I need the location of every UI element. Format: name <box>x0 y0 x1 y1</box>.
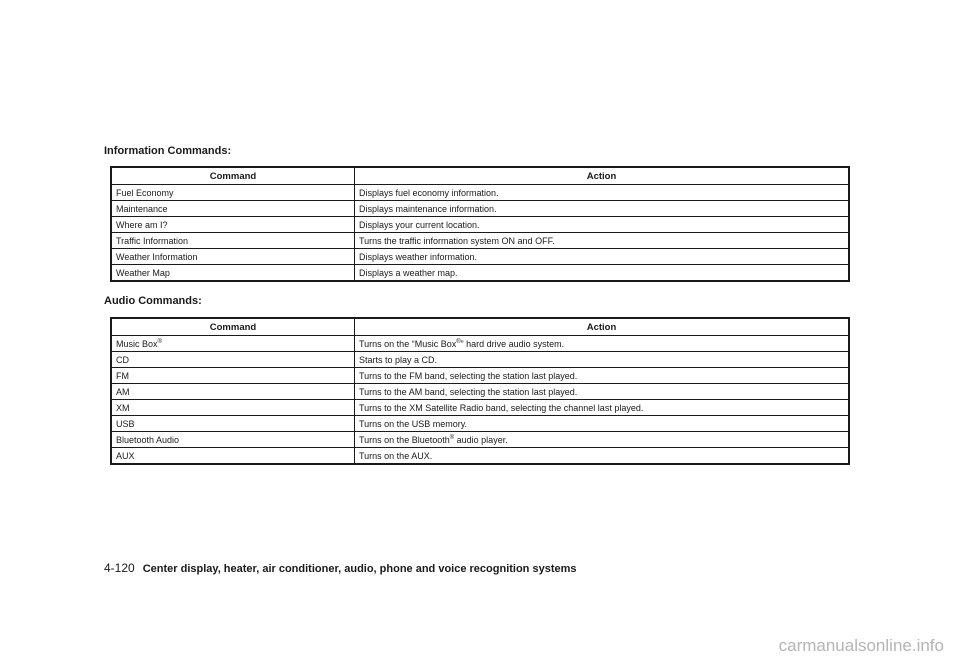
command-cell: FM <box>111 368 355 384</box>
audio-commands-title: Audio Commands: <box>104 295 202 307</box>
command-cell: AUX <box>111 448 355 465</box>
table-row <box>111 384 849 400</box>
table-row <box>111 368 849 384</box>
command-cell: USB <box>111 416 355 432</box>
action-cell: Displays fuel economy information. <box>355 185 850 201</box>
action-cell: Turns on the USB memory. <box>355 416 850 432</box>
action-text-tail: ” hard drive audio system. <box>460 338 565 349</box>
chapter-title: Center display, heater, air conditioner, audio, phone and voice recognition systems <box>142 563 577 575</box>
page-number: 4-120 <box>104 561 135 575</box>
action-cell: Displays weather information. <box>355 249 850 265</box>
command-cell: Fuel Economy <box>111 185 355 201</box>
table-row <box>111 249 849 265</box>
action-column-header: Action <box>355 318 850 336</box>
command-cell: AM <box>111 384 355 400</box>
table-row <box>111 352 849 368</box>
table-row <box>111 265 849 282</box>
table-row <box>111 336 849 352</box>
action-text: Turns on the Bluetooth <box>359 434 450 445</box>
command-column-header: Command <box>111 318 355 336</box>
information-commands-table <box>110 166 850 282</box>
action-cell <box>355 432 850 448</box>
command-cell: Weather Map <box>111 265 355 282</box>
action-cell: Displays your current location. <box>355 217 850 233</box>
registered-mark: ® <box>449 434 455 441</box>
table-row <box>111 400 849 416</box>
command-cell: Traffic Information <box>111 233 355 249</box>
action-text: Turns on the “Music Box <box>359 338 457 349</box>
information-commands-title: Information Commands: <box>104 145 232 157</box>
command-cell: Weather Information <box>111 249 355 265</box>
table-row <box>111 432 849 448</box>
table-header-row <box>111 318 849 336</box>
action-cell: Turns to the XM Satellite Radio band, selecting the channel last played. <box>355 400 850 416</box>
action-cell: Turns to the AM band, selecting the station last played. <box>355 384 850 400</box>
command-cell: Where am I? <box>111 217 355 233</box>
registered-mark: ® <box>157 338 162 345</box>
table-row <box>111 448 849 465</box>
registered-mark: ® <box>456 338 461 345</box>
action-cell: Turns on the AUX. <box>359 450 433 461</box>
action-cell: Turns the traffic information system ON and OFF. <box>355 233 850 249</box>
table-row <box>111 416 849 432</box>
command-column-header: Command <box>111 167 355 185</box>
action-cell: Displays maintenance information. <box>355 201 850 217</box>
action-cell <box>355 336 850 352</box>
command-cell: Bluetooth Audio <box>111 432 355 448</box>
command-cell: XM <box>111 400 355 416</box>
action-text-tail: audio player. <box>454 434 508 445</box>
audio-commands-table <box>110 317 850 465</box>
page-footer <box>104 561 577 575</box>
watermark: carmanualsonline.info <box>778 636 944 655</box>
command-cell: CD <box>111 352 355 368</box>
action-cell: Starts to play a CD. <box>355 352 850 368</box>
action-column-header: Action <box>355 167 850 185</box>
command-cell <box>111 336 355 352</box>
table-header-row <box>111 167 849 185</box>
action-cell: Turns to the FM band, selecting the station last played. <box>355 368 850 384</box>
action-cell: Displays a weather map. <box>359 267 458 278</box>
table-row <box>111 233 849 249</box>
table-row <box>111 201 849 217</box>
command-cell: Maintenance <box>111 201 355 217</box>
table-row <box>111 217 849 233</box>
table-row <box>111 185 849 201</box>
command-text: Music Box <box>116 338 158 349</box>
